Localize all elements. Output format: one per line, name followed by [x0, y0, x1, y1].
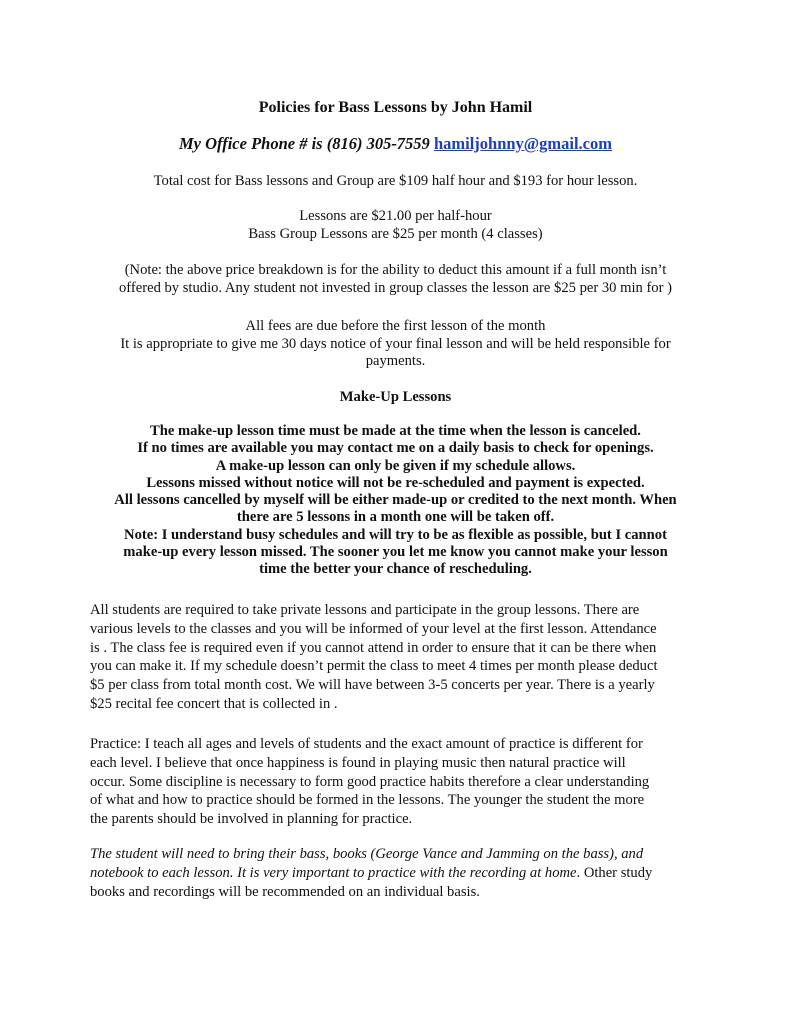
rate-line: Lessons are $21.00 per half-hour	[299, 208, 492, 224]
makeup-line: make-up every lesson missed. The sooner you let me know you cannot make your lesson	[123, 544, 668, 561]
email-link[interactable]: hamiljohnny@gmail.com	[433, 134, 613, 153]
fees-block	[90, 318, 701, 371]
rate-line: Bass Group Lessons are $25 per month (4 classes)	[248, 225, 543, 242]
contact-line	[90, 133, 701, 155]
rates-block	[90, 208, 701, 243]
paragraph-line: each level. I believe that once happiness is found in playing music then natural practice will	[90, 754, 626, 771]
paragraph-line: the parents should be involved in planning for practice.	[90, 811, 413, 828]
paragraph-line: occur. Some discipline is necessary to form good practice habits therefore a clear understanding	[90, 773, 650, 790]
bring-plain-text: . Other study	[576, 864, 653, 881]
bring-paragraph	[90, 845, 701, 901]
makeup-line: A make-up lesson can only be given if my schedule allows.	[215, 457, 576, 474]
students-paragraph	[90, 601, 701, 714]
makeup-line: time the better your chance of rescheduling.	[259, 561, 532, 578]
makeup-line: Lessons missed without notice will not be re-scheduled and payment is expected.	[146, 474, 645, 491]
paragraph-line: All students are required to take private lessons and participate in the group lessons. There are	[90, 602, 640, 618]
fees-line: All fees are due before the first lesson of the month	[245, 318, 546, 334]
practice-paragraph	[90, 735, 701, 829]
document-title: Policies for Bass Lessons by John Hamil	[258, 99, 533, 116]
bring-line	[90, 864, 701, 883]
paragraph-line: $5 per class from total month cost. We will have between 3-5 concerts per year. There is a yearly	[90, 677, 655, 694]
makeup-line: Note: I understand busy schedules and will try to be as flexible as possible, but I cannot	[124, 526, 667, 543]
makeup-line: The make-up lesson time must be made at the time when the lesson is canceled.	[150, 423, 641, 439]
fees-line: payments.	[365, 353, 426, 369]
makeup-heading: Make-Up Lessons	[339, 389, 452, 405]
makeup-line: All lessons cancelled by myself will be either made-up or credited to the next month. When	[114, 492, 677, 509]
makeup-line: there are 5 lessons in a month one will be taken off.	[236, 509, 555, 526]
makeup-line: If no times are available you may contact me on a daily basis to check for openings.	[137, 440, 654, 457]
fees-line: It is appropriate to give me 30 days notice of your final lesson and will be held responsible for	[120, 335, 671, 352]
office-phone: My Office Phone # is (816) 305-7559	[178, 134, 430, 153]
bring-italic-text: notebook to each lesson. It is very important to practice with the recording at home	[90, 864, 577, 881]
price-note-line: offered by studio. Any student not invested in group classes the lesson are $25 per 30 min for )	[119, 279, 672, 296]
price-note-line: (Note: the above price breakdown is for the ability to deduct this amount if a full month isn’t	[124, 262, 667, 278]
paragraph-line: $25 recital fee concert that is collected in .	[90, 695, 338, 712]
paragraph-line: Practice: I teach all ages and levels of students and the exact amount of practice is different for	[90, 736, 643, 752]
bring-line: books and recordings will be recommended on an individual basis.	[90, 883, 480, 900]
makeup-policy	[90, 423, 701, 579]
paragraph-line: is . The class fee is required even if you cannot attend in order to ensure that it can be there when	[90, 639, 657, 656]
price-note	[90, 262, 701, 297]
paragraph-line: various levels to the classes and you will be informed of your level at the first lesson. Attendance	[90, 620, 657, 637]
bring-line: The student will need to bring their bass, books (George Vance and Jamming on the bass), and	[90, 846, 644, 862]
total-cost-text: Total cost for Bass lessons and Group are $109 half hour and $193 for hour lesson.	[153, 173, 638, 189]
paragraph-line: of what and how to practice should be formed in the lessons. The younger the student the more	[90, 792, 645, 809]
paragraph-line: you can make it. If my schedule doesn’t permit the class to meet 4 times per month please deduct	[90, 658, 658, 675]
